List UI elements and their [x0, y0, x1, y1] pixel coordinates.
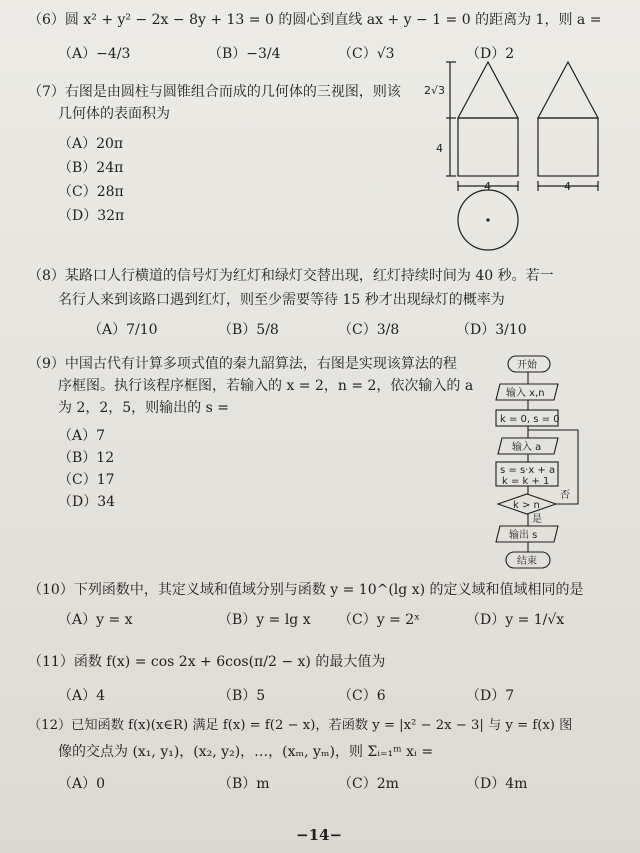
q7-option-c: （C）28π: [58, 184, 124, 200]
q10-option-a: （A）y = x: [58, 612, 133, 628]
q8-option-a: （A）7/10: [88, 322, 158, 338]
q12-option-a: （A）0: [58, 776, 106, 792]
q9-stem-line3: 为 2，2，5，则输出的 s =: [58, 400, 229, 416]
flow-input-a-label: 输入 a: [512, 442, 542, 453]
label-cone-height: 2√3: [424, 84, 446, 97]
flow-condition-diamond: [498, 494, 556, 514]
q11-option-b: （B）5: [218, 688, 266, 704]
flow-input-a-box: [498, 438, 558, 454]
q12-option-d: （D）4m: [466, 776, 528, 792]
top-view-center-dot: [486, 218, 489, 221]
q11-option-d: （D）7: [466, 688, 515, 704]
q8-option-c: （C）3/8: [338, 322, 400, 338]
flow-start-box: [508, 356, 550, 372]
q6-option-d: （D）2: [466, 46, 515, 62]
top-view-circle: [458, 190, 518, 250]
q9-option-d: （D）34: [58, 494, 116, 510]
q9-stem-line1: （9）中国古代有计算多项式值的秦九韶算法，右图是实现该算法的程: [28, 356, 457, 372]
q8-stem-line2: 名行人来到该路口遇到红灯，则至少需要等待 15 秒才出现绿灯的概率为: [58, 292, 505, 308]
q8-stem-line1: （8）某路口人行横道的信号灯为红灯和绿灯交替出现，红灯持续时间为 40 秒。若一: [28, 268, 554, 284]
flow-init-label: k = 0, s = 0: [500, 414, 560, 425]
front-view-cylinder: [458, 118, 518, 176]
q11-option-c: （C）6: [338, 688, 386, 704]
side-view-cylinder: [538, 118, 598, 176]
flow-init-box: [496, 410, 558, 426]
flow-start-label: 开始: [517, 360, 537, 371]
flow-update-k-label: k = k + 1: [502, 476, 550, 487]
q10-option-d: （D）y = 1/√x: [466, 612, 565, 628]
side-view-cone: [538, 62, 598, 118]
q7-option-d: （D）32π: [58, 208, 125, 224]
label-front-width: 4: [484, 180, 491, 193]
q6-option-b: （B）−3/4: [208, 46, 281, 62]
q8-option-d: （D）3/10: [456, 322, 527, 338]
q7-stem-line1: （7）右图是由圆柱与圆锥组合而成的几何体的三视图，则该: [28, 84, 401, 100]
q6-option-c: （C）√3: [338, 46, 395, 62]
q7-option-b: （B）24π: [58, 160, 124, 176]
q9-option-b: （B）12: [58, 450, 115, 466]
q12-option-b: （B）m: [218, 776, 270, 792]
q12-stem-line2: 像的交点为 (x₁, y₁)，(x₂, y₂)，…，(xₘ, yₘ)，则 Σᵢ₌₁ᵐ xᵢ =: [58, 744, 434, 760]
q7-stem-line2: 几何体的表面积为: [58, 106, 170, 122]
flow-input-xn-label: 输入 x,n: [506, 388, 545, 399]
flow-condition-label: k > n: [513, 500, 540, 511]
front-view-cone: [458, 62, 518, 118]
q12-option-c: （C）2m: [338, 776, 399, 792]
flow-output-box: [496, 526, 558, 542]
q10-option-c: （C）y = 2ˣ: [338, 612, 421, 628]
flow-yes-label: 是: [532, 514, 542, 525]
q12-stem-line1: （12）已知函数 f(x)(x∈R) 满足 f(x) = f(2 − x)，若函数 y = |x² − 2x − 3| 与 y = f(x) 图: [28, 718, 573, 733]
q9-option-c: （C）17: [58, 472, 115, 488]
q6-option-a: （A）−4/3: [58, 46, 131, 62]
flow-output-label: 输出 s: [509, 530, 538, 541]
flow-no-label: 否: [560, 490, 570, 501]
q11-stem: （11）函数 f(x) = cos 2x + 6cos(π/2 − x) 的最大值为: [28, 654, 386, 670]
flow-end-label: 结束: [517, 556, 537, 567]
flow-update-s-label: s = s·x + a: [500, 465, 556, 476]
flow-end-box: [506, 552, 550, 568]
q11-option-a: （A）4: [58, 688, 106, 704]
page-number: −14−: [296, 826, 343, 844]
q9-stem-line2: 序框图。执行该程序框图，若输入的 x = 2，n = 2，依次输入的 a: [58, 378, 474, 394]
label-cyl-height: 4: [436, 142, 443, 155]
q9-option-a: （A）7: [58, 428, 106, 444]
q10-stem: （10）下列函数中，其定义域和值域分别与函数 y = 10^(lg x) 的定义域和值域相同的是: [28, 582, 584, 598]
q6-stem: （6）圆 x² + y² − 2x − 8y + 13 = 0 的圆心到直线 ax + y − 1 = 0 的距离为 1，则 a =: [28, 12, 602, 28]
q7-option-a: （A）20π: [58, 136, 124, 152]
flow-update-box: [496, 462, 558, 486]
q8-option-b: （B）5/8: [218, 322, 279, 338]
flow-loop-back-line: [528, 430, 578, 504]
q10-option-b: （B）y = lg x: [218, 612, 311, 628]
label-side-width: 4: [564, 180, 571, 193]
flow-input-xn-box: [496, 384, 558, 400]
